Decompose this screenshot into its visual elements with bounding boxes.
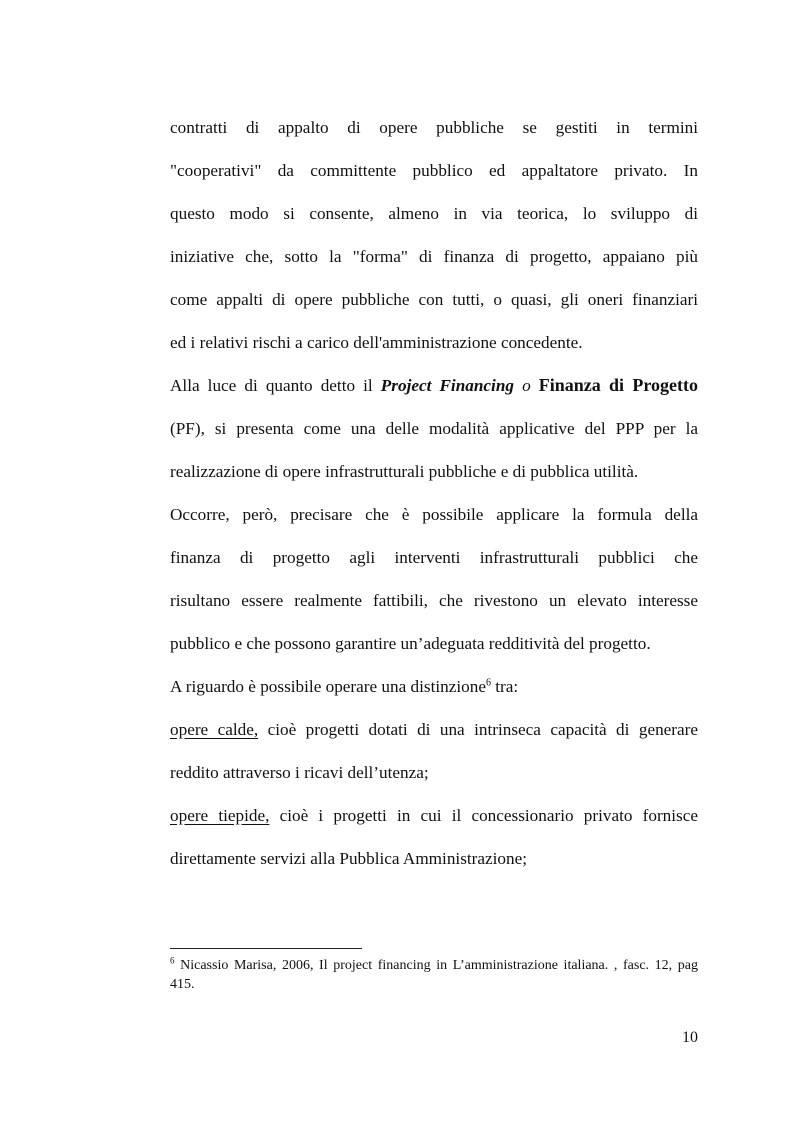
footnote-reference[interactable]: 6 — [485, 677, 491, 689]
distinction-text: A riguardo è possibile operare una distinzione — [170, 677, 486, 696]
footnote-mark: 6 — [170, 955, 175, 966]
text-line: finanza di progetto agli interventi infrastrutturali pubblici che — [170, 548, 698, 567]
pf-connector: o — [513, 376, 539, 395]
page-number: 10 — [682, 1029, 698, 1046]
pf-line-start: Alla luce di quanto detto il — [170, 376, 381, 395]
list-item-opere-tiepide — [170, 794, 698, 837]
pf-definition-line — [170, 364, 698, 407]
text-line: iniziative che, sotto la "forma" di finanza di progetto, appaiano più — [170, 247, 698, 266]
text-line: risultano essere realmente fattibili, che rivestono un elevato interesse — [170, 591, 698, 610]
text-line: questo modo si consente, almeno in via teorica, lo sviluppo di — [170, 204, 698, 223]
text-line: (PF), si presenta come una delle modalità applicative del PPP per la — [170, 419, 698, 438]
footnote-separator — [170, 948, 362, 949]
text-line: reddito attraverso i ricavi dell’utenza; — [170, 763, 429, 782]
text-line: come appalti di opere pubbliche con tutti, o quasi, gli oneri finanziari — [170, 290, 698, 309]
text-line: pubblico e che possono garantire un’adeguata redditività del progetto. — [170, 634, 651, 653]
text-line: contratti di appalto di opere pubbliche se gestiti in termini — [170, 118, 698, 137]
distinction-end: tra: — [490, 677, 519, 696]
opere-calde-term: opere calde, — [170, 720, 259, 739]
text-line: Occorre, però, precisare che è possibile applicare la formula della — [170, 505, 698, 524]
opere-calde-description: cioè progetti dotati di una intrinseca capacità di generare — [258, 720, 698, 739]
text-line: direttamente servizi alla Pubblica Amministrazione; — [170, 849, 528, 868]
text-line: ed i relativi rischi a carico dell'amministrazione concedente. — [170, 333, 583, 352]
opere-tiepide-description: cioè i progetti in cui il concessionario privato fornisce — [269, 806, 698, 825]
footnote — [170, 956, 698, 994]
opere-tiepide-term: opere tiepide, — [170, 806, 270, 825]
list-item-opere-calde — [170, 708, 698, 751]
footnote-text: Nicassio Marisa, 2006, Il project financing in L’amministrazione italiana. , fasc. 12, pag 415. — [170, 958, 698, 992]
text-line: "cooperativi" da committente pubblico ed appaltatore privato. In — [170, 161, 698, 180]
project-financing-term: Project Financing — [380, 376, 514, 395]
finanza-di-progetto-term: Finanza di Progetto — [538, 375, 698, 395]
text-line: realizzazione di opere infrastrutturali pubbliche e di pubblica utilità. — [170, 462, 639, 481]
distinction-line — [170, 665, 698, 708]
body-text — [170, 106, 698, 880]
